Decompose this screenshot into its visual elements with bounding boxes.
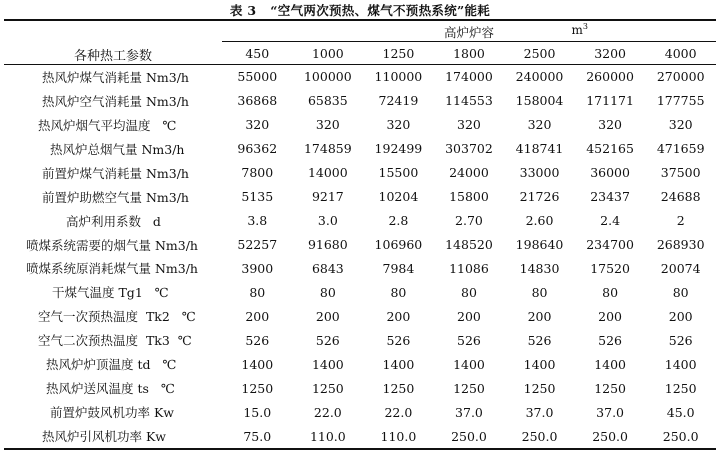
row-label: 热风炉空气消耗量 Nm3/h [42, 93, 189, 109]
table-cell: 1400 [453, 356, 485, 372]
table-cell: 6843 [311, 260, 344, 276]
table-cell: 1400 [382, 356, 415, 372]
table-row [4, 257, 716, 281]
table-row [4, 304, 716, 328]
table-cell: 320 [598, 117, 623, 133]
table-cell: 24000 [449, 165, 489, 181]
volume-column-header: 450 [222, 42, 293, 65]
table-cell: 15500 [378, 165, 419, 181]
table-cell: 260000 [586, 69, 634, 85]
table-cell: 174000 [445, 69, 493, 85]
table-cell: 171171 [586, 93, 634, 109]
table-cell: 1250 [594, 380, 626, 396]
volume-column-header: 2500 [504, 42, 575, 65]
table-cell: 250.0 [645, 424, 716, 449]
table-cell: 37.0 [525, 404, 554, 420]
table-cell: 72419 [378, 93, 419, 109]
table-cell: 80 [319, 284, 336, 300]
table-body [4, 65, 716, 450]
table-cell: 268930 [656, 237, 705, 253]
table-cell: 526 [315, 332, 340, 348]
table-cell: 320 [668, 117, 693, 133]
table-cell: 7984 [382, 260, 415, 276]
table-cell: 55000 [237, 69, 278, 85]
table-cell: 9217 [311, 189, 344, 205]
table-row [4, 209, 716, 233]
table-cell: 45.0 [666, 404, 695, 420]
table-cell: 526 [668, 332, 693, 348]
row-label: 喷煤系统原消耗煤气量 Nm3/h [26, 261, 198, 277]
table-cell: 114553 [445, 93, 493, 109]
row-label: 热风炉引风机功率 Kw [4, 424, 222, 449]
table-cell: 418741 [515, 141, 564, 157]
table-row [4, 328, 716, 352]
table-cell: 320 [527, 117, 552, 133]
table-cell: 148520 [445, 237, 493, 253]
table-row [4, 376, 716, 400]
table-cell: 110.0 [363, 424, 434, 449]
table-cell: 80 [390, 284, 407, 300]
table-row [4, 280, 716, 304]
table-cell: 52257 [237, 237, 278, 253]
table-cell: 3.8 [247, 213, 268, 229]
table-cell: 7800 [241, 165, 274, 181]
table-cell: 11086 [449, 260, 489, 276]
table-cell: 200 [315, 308, 340, 324]
volume-column-header: 1000 [293, 42, 364, 65]
table-cell: 14830 [519, 260, 560, 276]
table-cell: 36000 [590, 165, 630, 181]
table-cell: 200 [457, 308, 481, 324]
table-cell: 200 [386, 308, 411, 324]
energy-consumption-table [4, 19, 716, 450]
table-cell: 80 [602, 284, 619, 300]
table-cell: 1400 [594, 356, 626, 372]
furnace-volume-label: 高炉炉容 [443, 25, 494, 40]
table-cell: 240000 [515, 69, 564, 85]
table-cell: 2 [676, 213, 685, 229]
table-cell: 37.0 [596, 404, 625, 420]
table-row [4, 185, 716, 209]
table-cell: 37500 [660, 165, 701, 181]
table-cell: 21726 [519, 189, 560, 205]
row-label: 干煤气温度 Tg1 ℃ [52, 285, 169, 301]
table-cell: 2.8 [388, 213, 409, 229]
table-row [4, 161, 716, 185]
table-cell: 22.0 [384, 404, 413, 420]
table-cell: 234700 [586, 237, 634, 253]
table-cell: 110000 [374, 69, 423, 85]
row-label: 热风炉烟气平均温度 ℃ [38, 117, 177, 133]
table-cell: 10204 [378, 189, 419, 205]
table-cell: 526 [457, 332, 481, 348]
table-cell: 110.0 [293, 424, 364, 449]
table-cell: 526 [598, 332, 623, 348]
table-cell: 80 [672, 284, 689, 300]
table-row [4, 137, 716, 161]
table-cell: 23437 [590, 189, 630, 205]
table-row [4, 352, 716, 376]
volume-column-header: 4000 [645, 42, 716, 65]
table-row [4, 89, 716, 113]
table-cell: 15800 [449, 189, 489, 205]
table-cell: 2.4 [600, 213, 621, 229]
row-label: 热风炉煤气消耗量 Nm3/h [42, 69, 189, 85]
table-cell: 200 [598, 308, 623, 324]
table-cell: 14000 [307, 165, 348, 181]
row-label: 热风炉送风温度 ts ℃ [46, 381, 175, 397]
table-cell: 452165 [586, 141, 634, 157]
volume-column-header: 3200 [575, 42, 646, 65]
table-cell: 5135 [241, 189, 274, 205]
row-label: 前置炉助燃空气量 Nm3/h [42, 189, 189, 205]
table-cell: 75.0 [222, 424, 293, 449]
param-column-header: 各种热工参数 [4, 20, 222, 65]
table-cell: 320 [386, 117, 411, 133]
furnace-volume-group-header [222, 20, 716, 42]
table-cell: 526 [386, 332, 411, 348]
volume-column-header: 1800 [434, 42, 505, 65]
table-cell: 37.0 [455, 404, 483, 420]
table-cell: 22.0 [313, 404, 342, 420]
row-label: 热风炉总烟气量 Nm3/h [50, 141, 185, 157]
table-cell: 80 [461, 284, 477, 300]
table-title: 表 3 “空气两次预热、煤气不预热系统”能耗 [229, 3, 491, 18]
table-cell: 200 [668, 308, 693, 324]
table-cell: 17520 [590, 260, 630, 276]
table-row [4, 424, 716, 449]
table-cell: 471659 [656, 141, 705, 157]
table-cell: 20074 [660, 260, 701, 276]
table-row [4, 400, 716, 424]
table-cell: 320 [315, 117, 340, 133]
table-cell: 526 [245, 332, 270, 348]
table-row [4, 113, 716, 137]
table-cell: 174859 [303, 141, 352, 157]
table-cell: 1250 [382, 380, 415, 396]
table-cell: 177755 [656, 93, 705, 109]
row-label: 高炉利用系数 d [66, 213, 161, 229]
table-cell: 250.0 [575, 424, 646, 449]
table-cell: 106960 [374, 237, 423, 253]
table-cell: 3900 [241, 260, 274, 276]
table-cell: 1250 [664, 380, 697, 396]
table-cell: 200 [245, 308, 270, 324]
table-cell: 91680 [307, 237, 348, 253]
table-cell: 100000 [303, 69, 352, 85]
table-cell: 1250 [453, 380, 485, 396]
table-cell: 1250 [311, 380, 344, 396]
table-cell: 270000 [656, 69, 705, 85]
row-label: 喷煤系统需要的烟气量 Nm3/h [26, 237, 198, 253]
table-cell: 65835 [307, 93, 348, 109]
table-cell: 1400 [664, 356, 697, 372]
volume-unit: $m^3$ [571, 22, 588, 37]
table-cell: 192499 [374, 141, 423, 157]
table-cell: 2.70 [455, 213, 483, 229]
row-label: 前置炉鼓风机功率 Kw [50, 405, 175, 421]
table-cell: 96362 [237, 141, 278, 157]
row-label: 空气一次预热温度 Tk2 ℃ [38, 309, 196, 325]
table-cell: 2.60 [525, 213, 554, 229]
volume-column-header: 1250 [363, 42, 434, 65]
row-label: 前置炉煤气消耗量 Nm3/h [42, 165, 189, 181]
table-cell: 1400 [311, 356, 344, 372]
table-row [4, 65, 716, 89]
table-cell: 250.0 [434, 424, 505, 449]
table-cell: 320 [245, 117, 270, 133]
table-cell: 200 [527, 308, 552, 324]
table-cell: 526 [527, 332, 552, 348]
table-cell: 3.0 [317, 213, 338, 229]
table-cell: 198640 [515, 237, 564, 253]
table-row [4, 233, 716, 257]
table-cell: 1250 [523, 380, 556, 396]
table-cell: 36868 [237, 93, 278, 109]
table-cell: 33000 [519, 165, 560, 181]
row-label: 空气二次预热温度 Tk3 ℃ [38, 333, 192, 349]
table-cell: 250.0 [504, 424, 575, 449]
table-cell: 80 [249, 284, 266, 300]
table-cell: 1400 [523, 356, 556, 372]
table-cell: 303702 [445, 141, 493, 157]
table-cell: 15.0 [243, 404, 272, 420]
table-cell: 80 [531, 284, 548, 300]
table-cell: 158004 [515, 93, 564, 109]
table-cell: 1400 [241, 356, 274, 372]
table-cell: 320 [457, 117, 481, 133]
table-cell: 1250 [241, 380, 274, 396]
row-label: 热风炉炉顶温度 td ℃ [46, 357, 177, 373]
table-cell: 24688 [660, 189, 701, 205]
